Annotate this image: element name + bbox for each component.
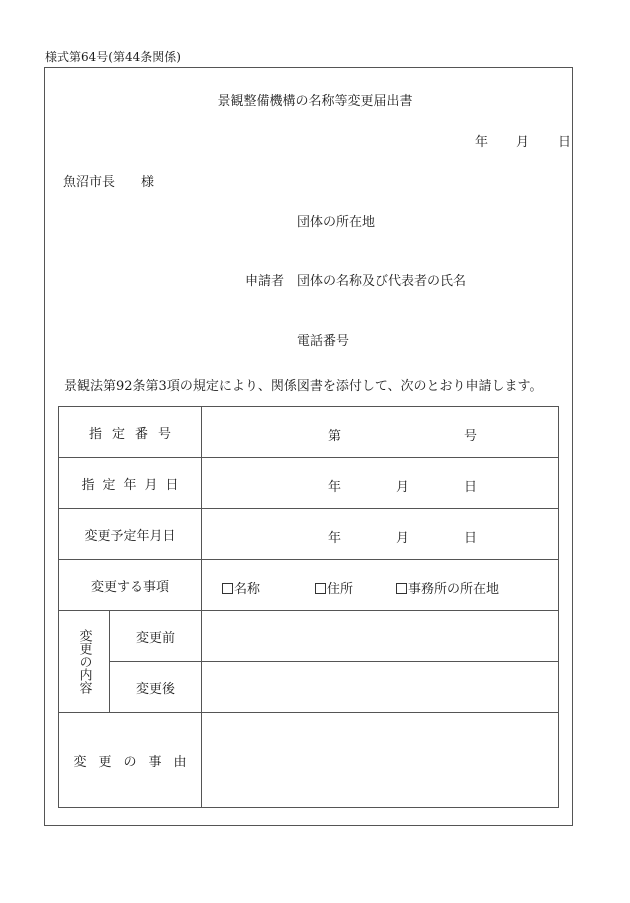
application-statement: 景観法第92条第3項の規定により、関係図書を添付して、次のとおり申請します。	[64, 379, 543, 394]
planned-change-date-day: 日	[464, 531, 478, 546]
designation-date-year: 年	[328, 480, 342, 495]
planned-change-date-year: 年	[328, 531, 342, 546]
change-items-label: 変更する事項	[59, 560, 202, 611]
change-after-row	[59, 662, 559, 713]
date-day-label: 日	[558, 135, 572, 150]
addressee-honorific: 様	[141, 175, 155, 190]
designation-number-label: 指 定 番 号	[59, 407, 202, 458]
planned-change-date-label: 変更予定年月日	[59, 509, 202, 560]
planned-change-date-row	[59, 509, 559, 560]
change-items-row	[59, 560, 559, 611]
phone-label: 電話番号	[297, 334, 350, 349]
designation-number-field[interactable]	[202, 407, 559, 458]
office-location-checkbox[interactable]	[396, 583, 407, 594]
change-after-label: 変更後	[110, 662, 202, 713]
designation-date-label: 指 定 年 月 日	[59, 458, 202, 509]
change-after-field[interactable]	[202, 662, 559, 713]
form-title: 景観整備機構の名称等変更届出書	[217, 94, 413, 109]
designation-date-month: 月	[396, 480, 410, 495]
reason-field[interactable]	[202, 713, 559, 808]
addressee-name: 魚沼市長	[63, 175, 116, 190]
planned-change-date-field[interactable]	[202, 509, 559, 560]
designation-number-suffix: 号	[464, 429, 478, 444]
applicant-label: 申請者	[245, 274, 285, 289]
designation-date-day: 日	[464, 480, 478, 495]
date-month-label: 月	[516, 135, 530, 150]
reason-label: 変 更 の 事 由	[59, 713, 202, 808]
option-office-location[interactable]: 事務所の所在地	[396, 578, 499, 597]
addressee	[63, 171, 154, 190]
change-items-options	[202, 560, 559, 611]
planned-change-date-month: 月	[396, 531, 410, 546]
reason-row	[59, 713, 559, 808]
name-label: 団体の名称及び代表者の氏名	[297, 274, 467, 289]
designation-date-row	[59, 458, 559, 509]
change-before-label: 変更前	[110, 611, 202, 662]
address-checkbox[interactable]	[315, 583, 326, 594]
designation-number-prefix: 第	[328, 429, 342, 444]
option-name[interactable]: 名称	[222, 578, 260, 597]
date-year-label: 年	[475, 135, 489, 150]
change-before-row	[59, 611, 559, 662]
form-id: 様式第64号(第44条関係)	[45, 50, 181, 64]
name-checkbox[interactable]	[222, 583, 233, 594]
change-before-field[interactable]	[202, 611, 559, 662]
designation-number-row	[59, 407, 559, 458]
application-table	[58, 406, 559, 808]
address-label: 団体の所在地	[297, 215, 376, 230]
designation-date-field[interactable]	[202, 458, 559, 509]
option-address[interactable]: 住所	[315, 578, 353, 597]
change-content-label: 変更の内容	[59, 611, 110, 713]
